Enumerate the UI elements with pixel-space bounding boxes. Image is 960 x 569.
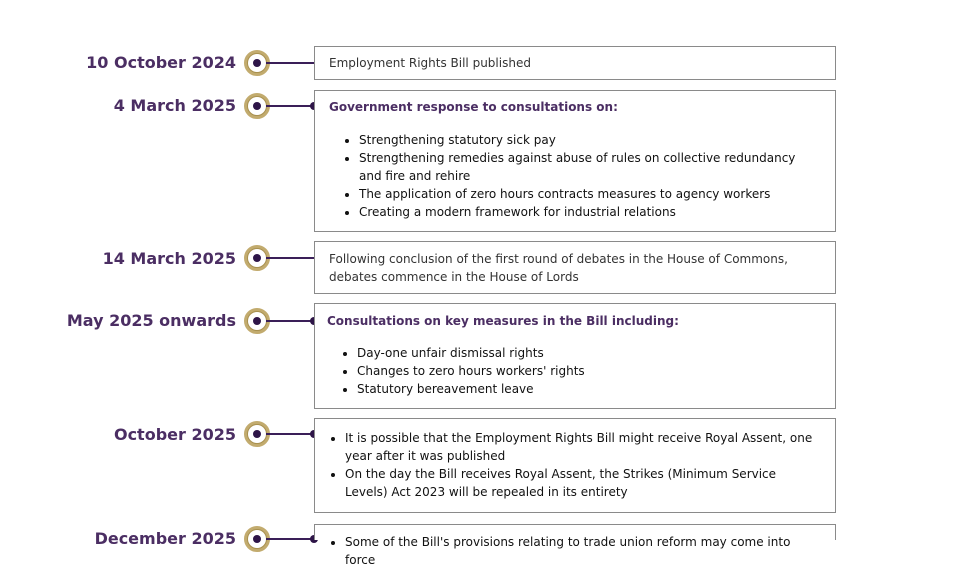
bullet-item: • Day-one unfair dismissal rights [357, 344, 821, 362]
timeline-date: December 2025 [94, 529, 236, 548]
timeline-card [314, 418, 836, 513]
timeline-card-heading: Government response to consultations on: [329, 100, 618, 114]
bullet-item: • The application of zero hours contracts measures to agency workers [359, 185, 821, 203]
timeline-card-text: Employment Rights Bill published [329, 56, 531, 70]
timeline-connector [266, 538, 314, 540]
timeline-connector [266, 257, 314, 259]
timeline-date: 4 March 2025 [113, 96, 236, 115]
timeline-card [314, 46, 836, 80]
timeline-card-bullets [315, 429, 821, 501]
timeline-card-bullets [327, 344, 821, 398]
timeline-date: 14 March 2025 [102, 249, 236, 268]
timeline-connector [266, 62, 314, 64]
bullet-item: • Some of the Bill's provisions relating to trade union reform may come into force [345, 533, 821, 569]
timeline-card [314, 241, 836, 294]
bullet-item: • Statutory bereavement leave [357, 380, 821, 398]
timeline-card [314, 303, 836, 409]
timeline-card [314, 524, 836, 567]
timeline-card [314, 90, 836, 232]
timeline-date: October 2025 [113, 425, 236, 444]
bullet-item: • It is possible that the Employment Rights Bill might receive Royal Assent, one year after it was published [345, 429, 821, 465]
bullet-item: • Strengthening remedies against abuse of rules on collective redundancy and fire and rehire [359, 149, 821, 185]
timeline-connector [266, 320, 314, 322]
bullet-item: • Changes to zero hours workers' rights [357, 362, 821, 380]
timeline-date: May 2025 onwards [66, 311, 236, 330]
timeline-card-heading: Consultations on key measures in the Bill including: [327, 314, 679, 328]
bullet-item: • Creating a modern framework for industrial relations [359, 203, 821, 221]
bullet-item: • Strengthening statutory sick pay [359, 131, 821, 149]
timeline-card-bullets [315, 533, 821, 569]
timeline-card-text: Following conclusion of the first round of debates in the House of Commons, debates commence in the House of Lords [329, 252, 788, 284]
timeline-connector [266, 433, 314, 435]
bullet-item: • On the day the Bill receives Royal Assent, the Strikes (Minimum Service Levels) Act 2023 will be repealed in its entirety [345, 465, 821, 501]
timeline-card-bullets [329, 131, 821, 221]
timeline-connector [266, 105, 314, 107]
timeline-date: 10 October 2024 [86, 53, 236, 72]
